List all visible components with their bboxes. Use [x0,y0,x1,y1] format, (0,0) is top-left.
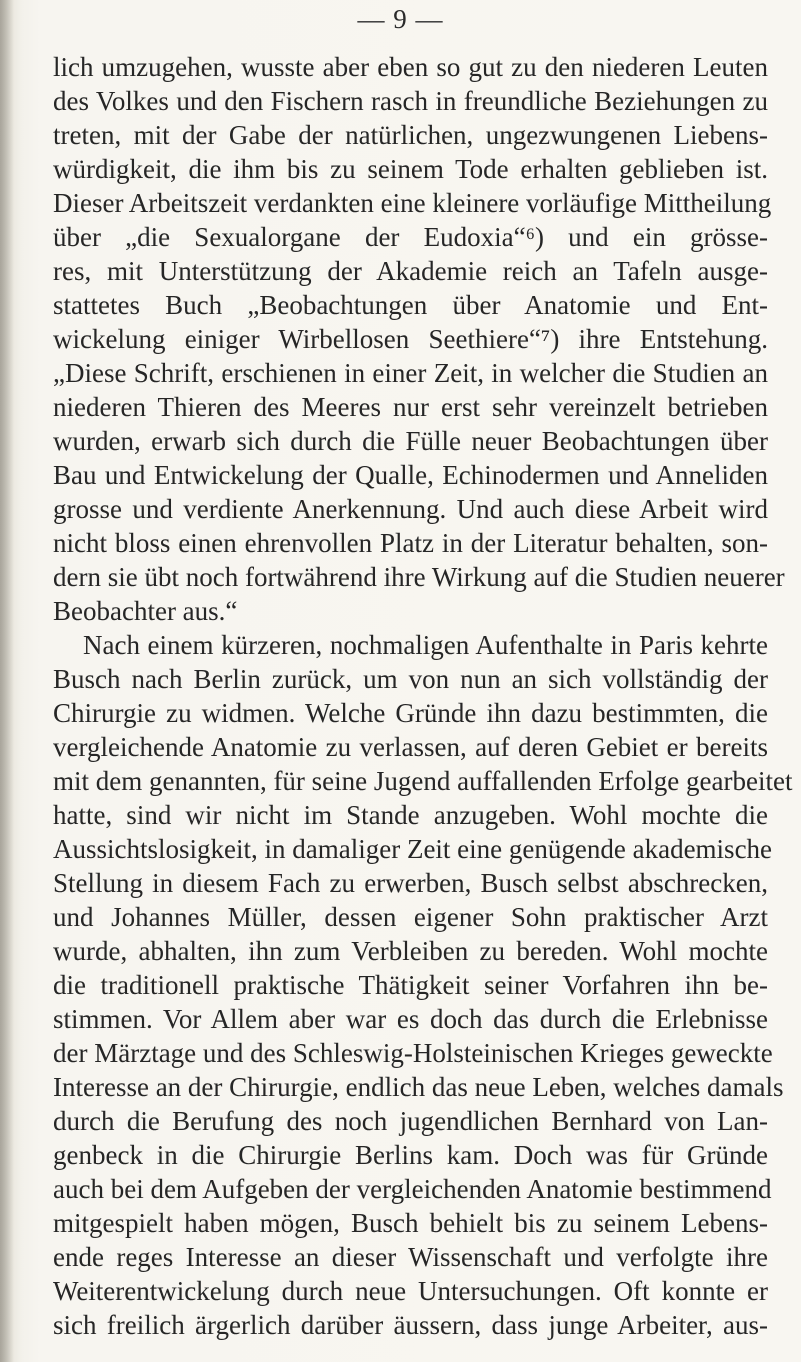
binding-shadow [0,0,14,1362]
page-number: — 9 — [357,4,444,34]
text-line: würdigkeit, die ihm bis zu seinem Tode erhalten geblieben ist. [53,154,768,184]
text-line: lich umzugehen, wusste aber eben so gut zu den niederen Leuten [53,52,768,82]
text-line: vergleichende Anatomie zu verlassen, auf deren Gebiet er bereits [53,732,768,762]
text-line: stattetes Buch „Beobachtungen über Anatomie und Ent- [53,290,768,320]
text-line: Stellung in diesem Fach zu erwerben, Busch selbst abschrecken, [53,868,768,898]
text-line: wickelung einiger Wirbellosen Seethiere“⁷) ihre Entstehung. [53,324,768,354]
text-line: genbeck in die Chirurgie Berlins kam. Doch was für Gründe [53,1140,768,1170]
text-line: über „die Sexualorgane der Eudoxia“⁶) und ein grösse- [53,222,768,252]
paragraph-start-line: Nach einem kürzeren, nochmaligen Aufenthalte in Paris kehrte [83,630,768,660]
text-line: grosse und verdiente Anerkennung. Und auch diese Arbeit wird [53,494,768,524]
text-line: Busch nach Berlin zurück, um von nun an sich vollständig der [53,664,768,694]
body-text [53,50,801,1342]
text-line: auch bei dem Aufgeben der vergleichenden Anatomie bestimmend [53,1174,772,1204]
text-line: res, mit Unterstützung der Akademie reich an Tafeln ausge- [53,256,768,286]
text-line: Chirurgie zu widmen. Welche Gründe ihn dazu bestimmten, die [53,698,768,728]
text-line: sich freilich ärgerlich darüber äussern, dass junge Arbeiter, aus- [53,1310,768,1340]
text-line: Dieser Arbeitszeit verdankten eine kleinere vorläufige Mittheilung [53,188,772,218]
text-line: „Diese Schrift, erschienen in einer Zeit, in welcher die Studien an [53,358,768,388]
text-line: Beobachter aus.“ [53,596,238,626]
text-line: ende reges Interesse an dieser Wissenschaft und verfolgte ihre [53,1242,768,1272]
text-line: Bau und Entwickelung der Qualle, Echinodermen und Anneliden [53,460,768,490]
text-line: der Märztage und des Schleswig-Holsteinischen Krieges geweckte [53,1038,773,1068]
text-line: Interesse an der Chirurgie, endlich das neue Leben, welches damals [53,1072,784,1102]
text-line: die traditionell praktische Thätigkeit seiner Vorfahren ihn be- [53,970,768,1000]
text-line: treten, mit der Gabe der natürlichen, ungezwungenen Liebens- [53,120,768,150]
text-line: niederen Thieren des Meeres nur erst sehr vereinzelt betrieben [53,392,768,422]
text-line: des Volkes und den Fischern rasch in freundliche Beziehungen zu [53,86,768,116]
text-line: nicht bloss einen ehrenvollen Platz in der Literatur behalten, son- [53,528,768,558]
text-line: stimmen. Vor Allem aber war es doch das durch die Erlebnisse [53,1004,768,1034]
text-line: wurde, abhalten, ihn zum Verbleiben zu bereden. Wohl mochte [53,936,768,966]
text-line: durch die Berufung des noch jugendlichen Bernhard von Lan- [53,1106,768,1136]
text-line: mitgespielt haben mögen, Busch behielt bis zu seinem Lebens- [53,1208,768,1238]
text-line: hatte, sind wir nicht im Stande anzugeben. Wohl mochte die [53,800,768,830]
text-line: dern sie übt noch fortwährend ihre Wirkung auf die Studien neuerer [53,562,785,592]
text-line: und Johannes Müller, dessen eigener Sohn praktischer Arzt [53,902,768,932]
text-line: wurden, erwarb sich durch die Fülle neuer Beobachtungen über [53,426,768,456]
text-line: Weiterentwickelung durch neue Untersuchungen. Oft konnte er [53,1276,768,1306]
text-line: mit dem genannten, für seine Jugend auffallenden Erfolge gearbeitet [53,766,793,796]
text-line: Aussichtslosigkeit, in damaliger Zeit eine genügende akademische [53,834,773,864]
